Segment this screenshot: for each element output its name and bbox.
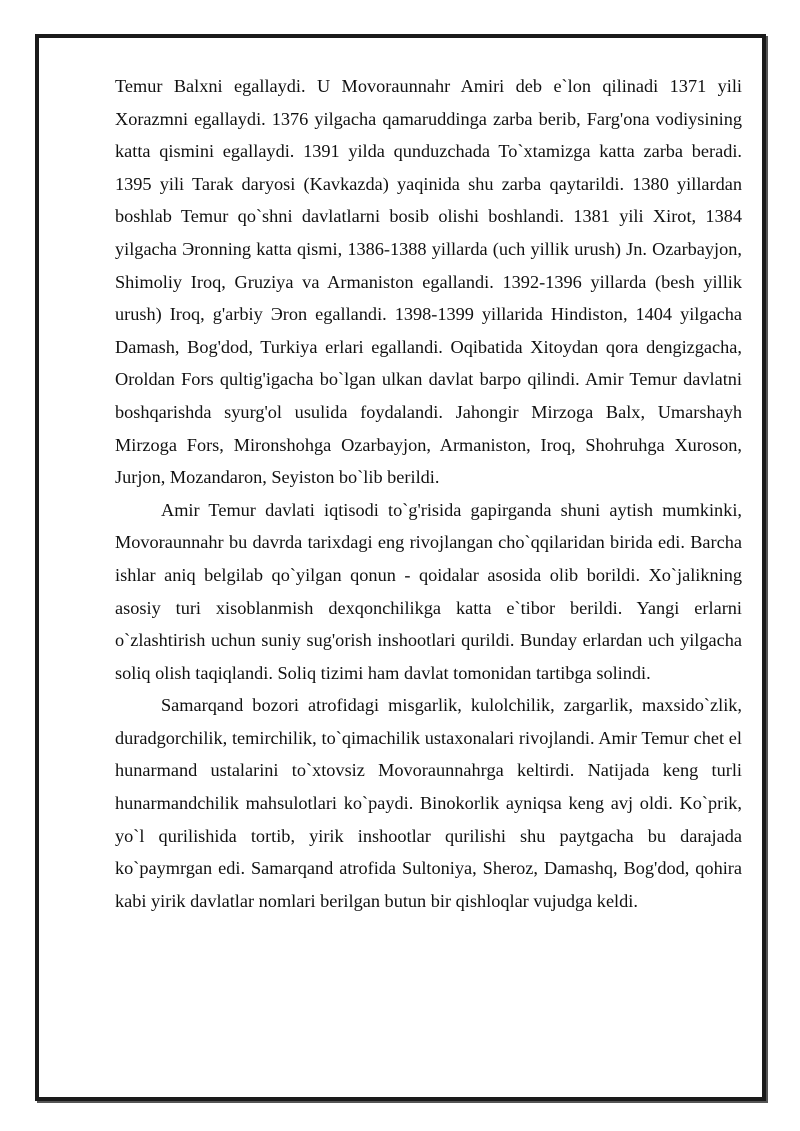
- document-body: [115, 70, 742, 917]
- paragraph-1: Temur Balxni egallaydi. U Movoraunnahr Amiri deb e`lon qilinadi 1371 yili Xorazmni egallaydi. 1376 yilgacha qamaruddinga zarba berib, Farg'ona vodiysining katta qismini egallaydi. 1391 yilda qunduzchada To`xtamizga katta zarba beradi. 1395 yili Tarak daryosi (Kavkazda) yaqinida shu zarba qaytarildi. 1380 yillardan boshlab Temur qo`shni davlatlarni bosib olishi boshlandi. 1381 yili Xirot, 1384 yilgacha Эronning katta qismi, 1386-1388 yillarda (uch yillik urush) Jn. Ozarbayjon, Shimoliy Iroq, Gruziya va Armaniston egallandi. 1392-1396 yillarda (besh yillik urush) Iroq, g'arbiy Эron egallandi. 1398-1399 yillarida Hindiston, 1404 yilgacha Damash, Bog'dod, Turkiya erlari egallandi. Oqibatida Xitoydan qora dengizgacha, Oroldan Fors qultig'igacha bo`lgan ulkan davlat barpo qilindi. Amir Temur davlatni boshqarishda syurg'ol usulida foydalandi. Jahongir Mirzoga Balx, Umarshayh Mirzoga Fors, Mironshohga Ozarbayjon, Armaniston, Iroq, Shohruhga Xuroson, Jurjon, Mozandaron, Seyiston bo`lib berildi.: [115, 76, 742, 488]
- paragraph-3: Samarqand bozori atrofidagi misgarlik, kulolchilik, zargarlik, maxsido`zlik, duradgorchilik, temirchilik, to`qimachilik ustaxonalari rivojlandi. Amir Temur chet el hunarmand ustalarini to`xtovsiz Movoraunnahrga keltirdi. Natijada keng turli hunarmandchilik mahsulotlari ko`paydi. Binokorlik ayniqsa keng avj oldi. Ko`prik, yo`l qurilishida tortib, yirik inshootlar qurilishi shu paytgacha bu darajada ko`paymrgan edi. Samarqand atrofida Sultoniya, Sheroz, Damashq, Bog'dod, qohira kabi yirik davlatlar nomlari berilgan butun bir qishloqlar vujudga keldi.: [115, 695, 742, 911]
- paragraph-2: Amir Temur davlati iqtisodi to`g'risida gapirganda shuni aytish mumkinki, Movoraunnahr bu davrda tarixdagi eng rivojlangan cho`qqilaridan birida edi. Barcha ishlar aniq belgilab qo`yilgan qonun - qoidalar asosida olib borildi. Xo`jalikning asosiy turi xisoblanmish dexqonchilikga katta e`tibor berildi. Yangi erlarni o`zlashtirish uchun suniy sug'orish inshootlari qurildi. Bunday erlardan uch yilgacha soliq olish taqiqlandi. Soliq tizimi ham davlat tomonidan tartibga solindi.: [115, 499, 742, 683]
